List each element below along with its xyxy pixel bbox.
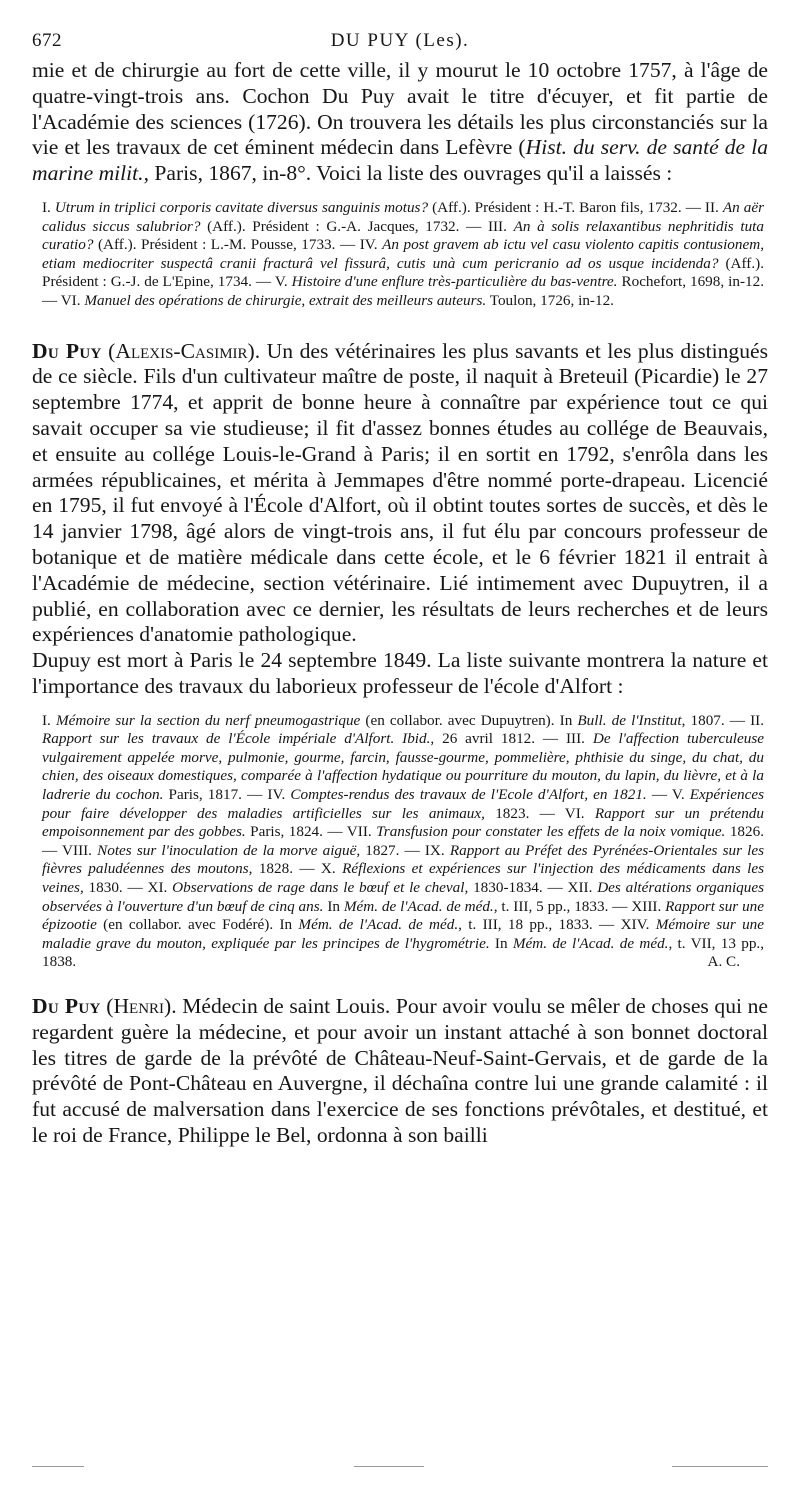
author-signature: A. C. [707, 953, 740, 971]
lefevre-reference: Hist. du serv. de santé de la marine milit. [32, 135, 768, 186]
work-title: An à solis relaxantibus nephritidis tuta curatio? [42, 217, 764, 254]
bibliography-cochon: I. Utrum in triplici corporis cavitate diversus sanguinis motus? (Aff.). Président : H.-T. Baron fils, 1732. — II. An aër calidus siccus salubrior? (Aff.). Président : G.-A. Jacques, 1732. — III. An à solis relaxantibus nephritidis tuta curatio? (Aff.). Président : L.-M. Pousse, 1733. — IV. An post gravem ab ictu vel casu violento capitis contusionem, etiam mediocriter suspectâ cranii fracturâ vel fissurâ, cutis unà cum pericranio ad os usque incidenda? (Aff.). Président : G.-J. de L'Epine, 1734. — V. Histoire d'une enflure très-particulière du bas-ventre. Rochefort, 1698, in-12. — VI. Manuel des opérations de chirurgie, extrait des meilleurs auteurs. Toulon, 1726, in-12. [42, 198, 765, 309]
work-title: An post gravem ab ictu vel casu violento capitis contusionem, etiam mediocriter suspectâ cranii fracturâ vel fissurâ, cutis unà cum pericranio ad os usque incidenda? [42, 236, 765, 272]
entry-forename: (Alexis-Casimir). [108, 338, 261, 363]
running-title: DU PUY (Les). [330, 30, 470, 51]
work-title: Utrum in triplici corporis cavitate diversus sanguinis motus? [54, 198, 429, 216]
entry-alexis-paragraph-2: Dupuy est mort à Paris le 24 septembre 1849. La liste suivante montrera la nature et l'importance des travaux du laborieux professeur de l'école d'Alfort : [32, 648, 768, 698]
dictionary-page [32, 30, 768, 1149]
entry-alexis-casimir: Du Puy (Alexis-Casimir). Un des vétérinaires les plus savants et les plus distingués de ce siècle. Fils d'un cultivateur maître de poste, il naquit à Breteuil (Picardie) le 27 septembre 1774, et apprit de bonne heure à connaître par expérience tout ce qui savait occuper sa vie studieuse; il fit d'assez bonnes études au collége de Beauvais, et ensuite au collége Louis-le-Grand à Paris; il en sortit en 1792, s'enrôla dans les armées républicaines, et mérita à Jemmapes d'être nommé porte-drapeau. Licencié en 1795, il fut envoyé à l'École d'Alfort, où il obtint toutes sortes de succès, et dès le 14 janvier 1798, âgé alors de vingt-trois ans, il fut élu par concours professeur de botanique et de matière médicale dans cette école, et le 6 février 1821 il entrait à l'Académie de médecine, section vétérinaire. Lié intimement avec Dupuytren, il a publié, en collaboration avec ce dernier, les résultats de leurs recherches et de leurs expériences d'anatomie pathologique. [32, 338, 769, 647]
work-title: Histoire d'une enflure très-particulière du bas-ventre. [291, 273, 618, 291]
entry-headword: Du Puy [32, 338, 102, 363]
page-number: 672 [32, 30, 62, 51]
entry-henri: Du Puy (Henri). Médecin de saint Louis. Pour avoir voulu se mêler de choses qui ne regardent guère la médecine, et pour avoir un instant attaché à son bonnet doctoral les titres de garde de la prévôté de Château-Neuf-Saint-Gervais, et de garde de la prévôté de Pont-Château en Auvergne, il déchaîna contre lui une grande calamité : il fut accusé de malversation dans l'exercice de ses fonctions prévôtales, et destitué, et le roi de France, Philippe le Bel, ordonna à son bailli [32, 994, 768, 1147]
running-head [32, 30, 768, 58]
footer-rule [32, 1466, 768, 1472]
entry-headword: Du Puy [32, 994, 101, 1019]
work-title: An aër calidus siccus salubrior? [42, 198, 764, 235]
bibliography-alexis: I. Mémoire sur la section du nerf pneumogastrique (en collabor. avec Dupuytren). In Bull. de l'Institut, 1807. — II. Rapport sur les travaux de l'École impériale d'Alfort. Ibid., 26 avril 1812. — III. De l'affection tuberculeuse vulgairement appelée morve, pulmonie, gourme, farcin, fausse-gourme, pommelière, phthisie du singe, du chat, du chien, des oiseaux domestiques, comparée à l'affection hydatique ou pourriture du mouton, du lapin, du lièvre, et à la ladrerie du cochon. Paris, 1817. — IV. Comptes-rendus des travaux de l'Ecole d'Alfort, en 1821. — V. Expériences pour faire développer des maladies artificielles sur les animaux, 1823. — VI. Rapport sur un prétendu empoisonnement par des gobbes. Paris, 1824. — VII. Transfusion pour constater les effets de la noix vomique. 1826. — VIII. Notes sur l'inoculation de la morve aiguë, 1827. — IX. Rapport au Préfet des Pyrénées-Orientales sur les fièvres paludéennes des moutons, 1828. — X. Réflexions et expériences sur l'injection des médicaments dans les veines, 1830. — XI. Observations de rage dans le bœuf et le cheval, 1830-1834. — XII. Des altérations organiques observées à l'ouverture d'un bœuf de cinq ans. In Mém. de l'Acad. de méd., t. III, 5 pp., 1833. — XIII. Rapport sur une épizootie (en collabor. avec Fodéré). In Mém. de l'Acad. de méd., t. III, 18 pp., 1833. — XIV. Mémoire sur une maladie grave du mouton, expliquée par les principes de l'hygrométrie. In Mém. de l'Acad. de méd., t. VII, 13 pp., 1838. A. C. [42, 711, 765, 971]
work-title: Manuel des opérations de chirurgie, extrait des meilleurs auteurs. [84, 291, 487, 309]
entry-forename: (Henri). [106, 994, 177, 1019]
continuation-paragraph: mie et de chirurgie au fort de cette ville, il y mourut le 10 octobre 1757, à l'âge de quatre-vingt-trois ans. Cochon Du Puy avait le titre d'écuyer, et fit partie de l'Académie des sciences (1726). On trouvera les détails les plus circonstanciés sur la vie et les travaux de cet éminent médecin dans Lefèvre (Hist. du serv. de santé de la marine milit., Paris, 1867, in-8°. Voici la liste des ouvrages qu'il a laissés : [32, 58, 768, 186]
